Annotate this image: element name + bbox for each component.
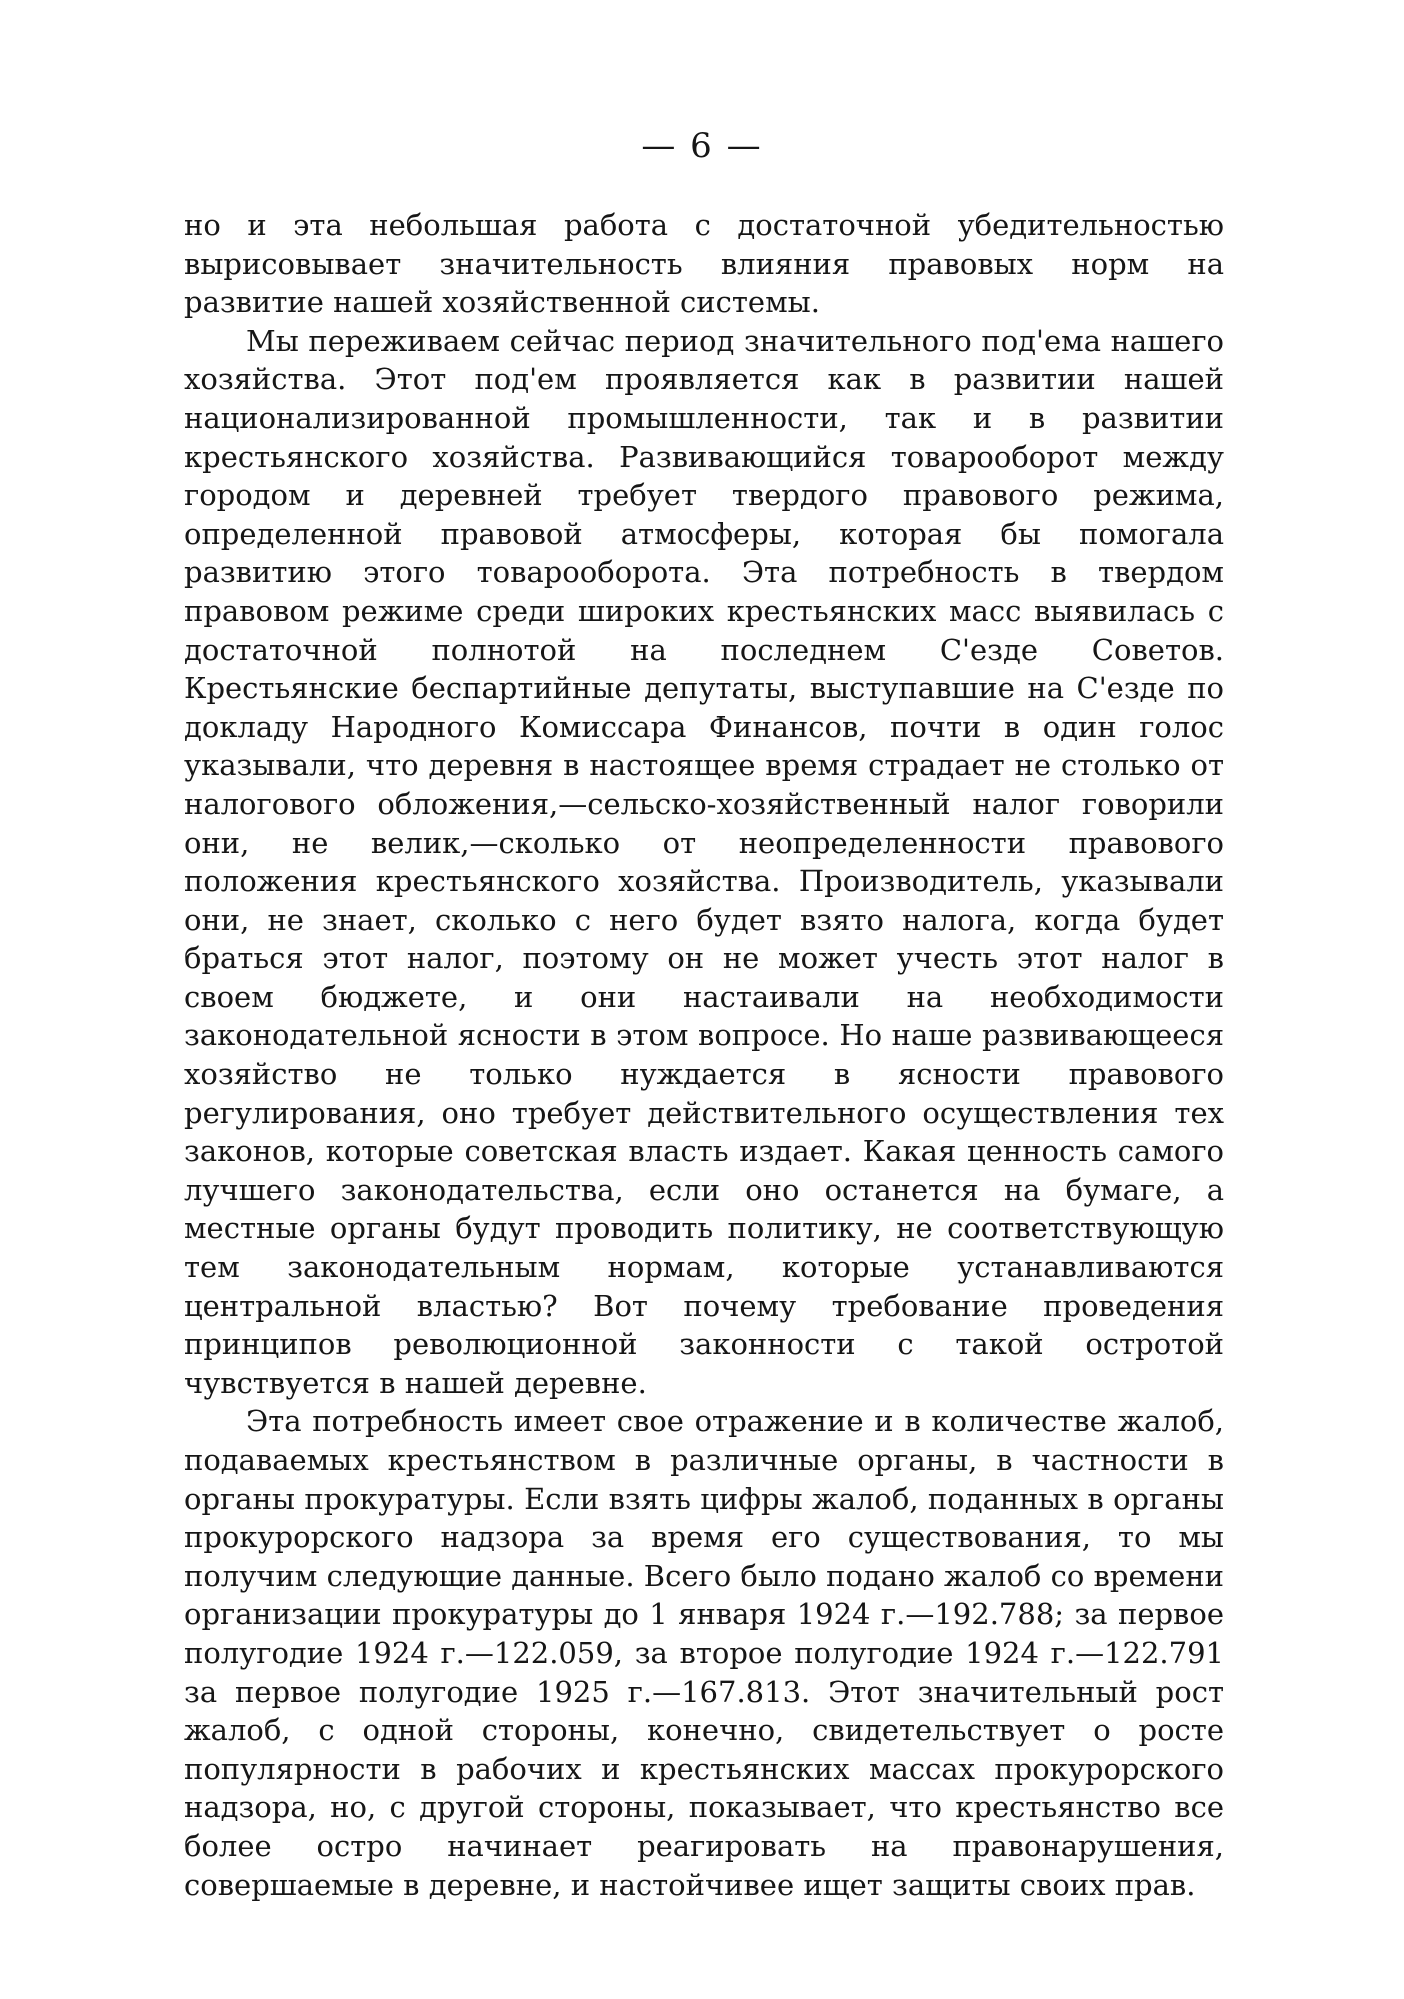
paragraph: Мы переживаем сейчас период значительного под'ема нашего хозяйства. Этот под'ем проявляется как в развитии нашей национализированной промышленности, так и в развитии крестьянского хозяйства. Развивающийся товарооборот между городом и деревней требует твердого правового режима, определенной правовой атмосферы, которая бы помогала развитию этого товарооборота. Эта потребность в твердом правовом режиме среди широких крестьянских масс выявилась с достаточной полнотой на последнем С'езде Советов. Крестьянские беспартийные депутаты, выступавшие на С'езде по докладу Народного Комиссара Финансов, почти в один голос указывали, что деревня в настоящее время страдает не столько от налогового обложения,—сельско-хозяйственный налог говорили они, не велик,—сколько от неопределенности правового положения крестьянского хозяйства. Производитель, указывали они, не знает, сколько с него будет взято налога, когда будет браться этот налог, поэтому он не может учесть этот налог в своем бюджете, и они настаивали на необходимости законодательной ясности в этом вопросе. Но наше развивающееся хозяйство не только нуждается в ясности правового регулирования, оно требует действительного осуществления тех законов, которые советская власть издает. Какая ценность самого лучшего законодательства, если оно останется на бумаге, а местные органы будут проводить политику, не соответствующую тем законодательным нормам, которые устанавливаются центральной властью? Вот почему требование проведения принципов революционной законности с такой остротой чувствуется в нашей деревне. — [184, 323, 1224, 1400]
paragraph: но и эта небольшая работа с достаточной убедительностью вырисовывает значительность влияния правовых норм на развитие нашей хозяйственной системы. — [184, 208, 1224, 320]
body-text — [184, 206, 1224, 1904]
paragraph: Эта потребность имеет свое отражение и в количестве жалоб, подаваемых крестьянством в различные органы, в частности в органы прокуратуры. Если взять цифры жалоб, поданных в органы прокурорского надзора за время его существования, то мы получим следующие данные. Всего было подано жалоб со времени организации прокуратуры до 1 января 1924 г.—192.788; за первое полугодие 1924 г.—122.059, за второе полугодие 1924 г.—122.791 за первое полугодие 1925 г.—167.813. Этот значительный рост жалоб, с одной стороны, конечно, свидетельствует о росте популярности в рабочих и крестьянских массах прокурорского надзора, но, с другой стороны, показывает, что крестьянство все более остро начинает реагировать на правонарушения, совершаемые в деревне, и настойчивее ищет защиты своих прав. — [184, 1404, 1224, 1902]
page-number: — 6 — — [641, 126, 763, 166]
